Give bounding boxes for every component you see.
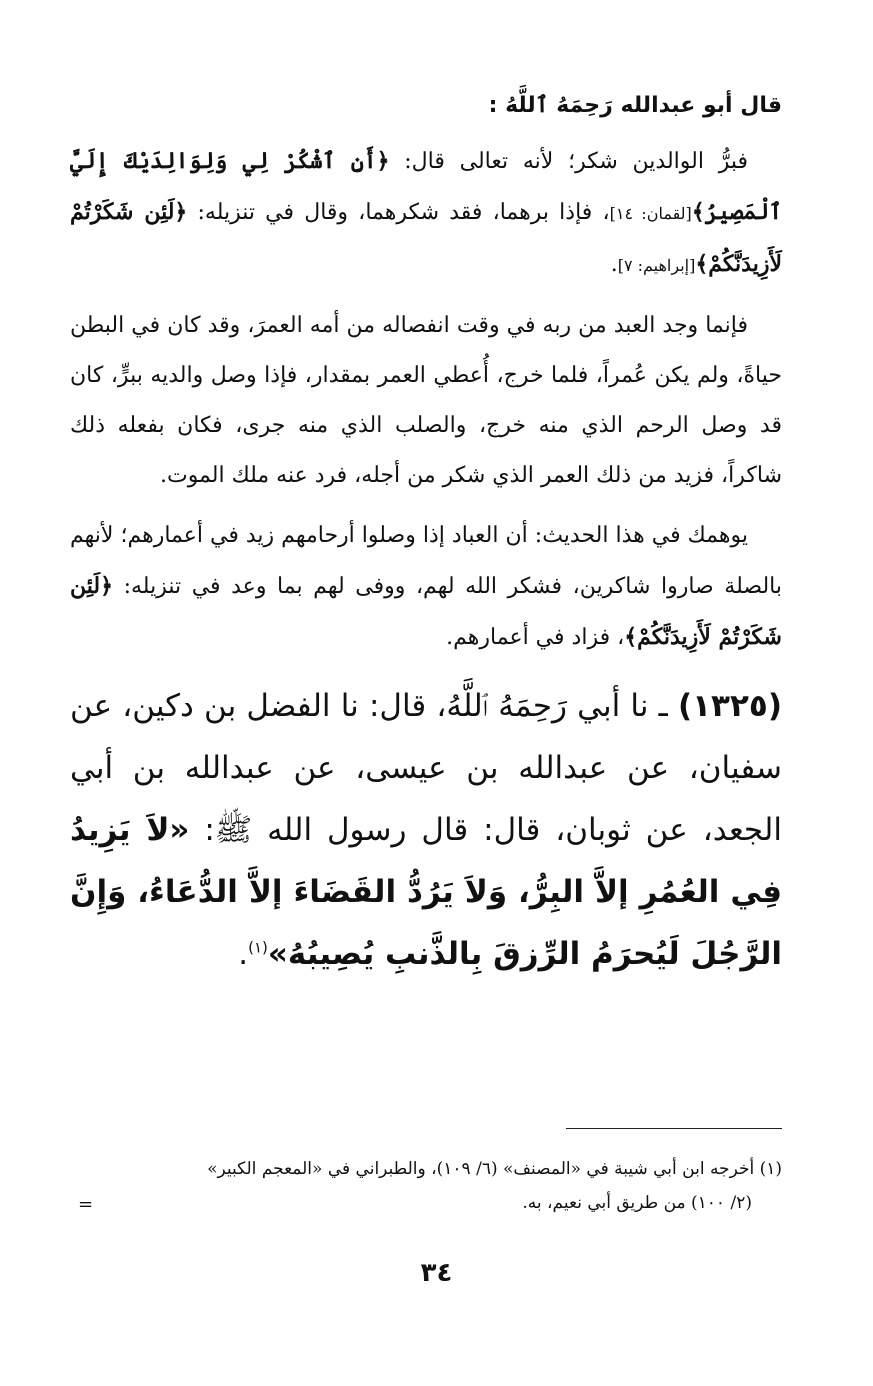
p3-text-before: يوهمك في هذا الحديث: أن العباد إذا وصلوا أرحامهم زيد في أعمارهم؛ لأنهم بالصلة صاروا شاكرين، فشكر الله لهم، ووفى لهم بما وعد في تنزيله: [70, 523, 782, 599]
footnote-separator [566, 1128, 782, 1129]
paragraph-3 [70, 511, 782, 663]
footnote [70, 1152, 782, 1220]
footnote-line-1: (١) أخرجه ابن أبي شيبة في «المصنف» (٦/ ١٠٩)، والطبراني في «المعجم الكبير» [207, 1159, 782, 1179]
footnote-marker: (١) [248, 938, 268, 957]
p1-text-end: . [610, 252, 618, 277]
footnote-line-2: (٢/ ١٠٠) من طريق أبي نعيم، به. [522, 1193, 752, 1213]
page-body [70, 78, 782, 985]
footnote-continuation-mark: = [78, 1194, 94, 1215]
p1-text-before: فبرُّ الوالدين شكر؛ لأنه تعالى قال: [389, 149, 748, 174]
paragraph-2: فإنما وجد العبد من ربه في وقت انفصاله من أمه العمرَ، وقد كان في البطن حياةً، ولم يكن عُمراً، فلما خرج، أُعطي العمر بمقدار، فإذا وصل والديه ببرٍّ، كان قد وصل الرحم الذي منه خرج، والصلب الذي منه جرى، فكان بفعله ذلك شاكراً، فزيد من ذلك العمر الذي شكر من أجله، فرد عنه ملك الموت. [70, 313, 782, 488]
hadith-number: (١٣٢٥) [677, 688, 782, 724]
quran-verse-ibrahim: ﴿لَئِن شَكَرْتُمْ لَأَزِيدَنَّكُمْ﴾ [70, 199, 782, 277]
ref-luqman: [لقمان: ١٤] [609, 204, 692, 223]
p3-text-after: ، فزاد في أعمارهم. [446, 625, 625, 650]
hadith-isnad: ـ نا أبي رَحِمَهُ ٱللَّهُ، قال: نا الفضل بن دكين، عن سفيان، عن عبدالله بن عيسى، عن عبدالله بن أبي الجعد، عن ثوبان، قال: قال رسول الله ﷺ: [70, 688, 782, 848]
hadith-block [70, 675, 782, 985]
hadith-end: . [238, 936, 249, 972]
quran-verse-luqman: ﴿أَنِ ٱشْكُرْ لِي وَلِوَالِدَيْكَ إِلَيَّ ٱلْمَصِيرُ﴾ [70, 148, 783, 225]
ref-ibrahim: [إبراهيم: ٧] [617, 256, 696, 275]
paragraph-1 [70, 136, 782, 291]
quran-verse-ibrahim-2: ﴿لَئِن شَكَرْتُمْ لَأَزِيدَنَّكُمْ﴾ [70, 573, 782, 650]
section-heading: قال أبو عبدالله رَحِمَهُ ٱللَّهُ : [488, 93, 782, 118]
page-number: ٣٤ [420, 1258, 453, 1288]
hadith-matn: «لاَ يَزِيدُ فِي العُمُرِ إلاَّ البِرُّ، وَلاَ يَرُدُّ القَضَاءَ إلاَّ الدُّعَاءُ، وَإِنَّ الرَّجُلَ لَيُحرَمُ الرِّزقَ بِالذَّنبِ يُصِيبُهُ» [70, 812, 782, 972]
p1-text-middle: ، فإذا برهما، فقد شكرهما، وقال في تنزيله: [187, 200, 610, 225]
